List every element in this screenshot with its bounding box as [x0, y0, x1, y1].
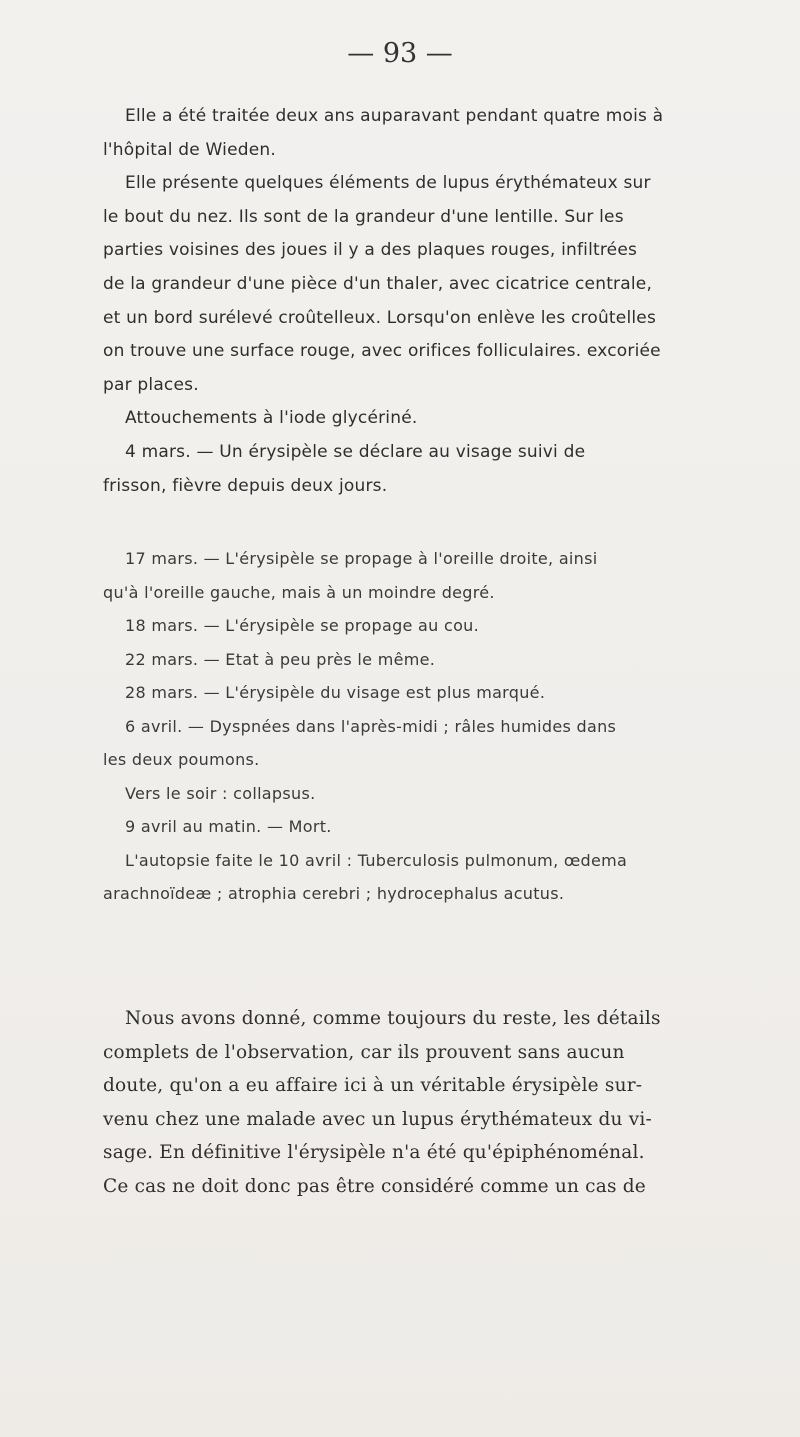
- case-chronology: [103, 542, 773, 911]
- text-line: Ce cas ne doit donc pas être considéré comme un cas de: [103, 1175, 646, 1197]
- text-line: les deux poumons.: [103, 750, 260, 769]
- text-line: 28 mars. — L'érysipèle du visage est plus marqué.: [125, 683, 546, 702]
- text-line: et un bord surélevé croûtelleux. Lorsqu'on enlève les croûtelles: [103, 307, 657, 328]
- text-line: doute, qu'on a eu affaire ici à un véritable érysipèle sur-: [103, 1075, 643, 1096]
- text-line: L'autopsie faite le 10 avril : Tuberculosis pulmonum, œdema: [125, 850, 628, 870]
- text-line: arachnoïdeæ ; atrophia cerebri ; hydrocephalus acutus.: [103, 884, 565, 903]
- text-line: l'hôpital de Wieden.: [103, 139, 276, 160]
- text-line: Nous avons donné, comme toujours du reste, les détails: [125, 1008, 661, 1029]
- text-line: frisson, fièvre depuis deux jours.: [103, 475, 388, 496]
- text-line: parties voisines des joues il y a des plaques rouges, infiltrées: [103, 240, 638, 261]
- text-line: 18 mars. — L'érysipèle se propage au cou.: [125, 616, 479, 635]
- text-line: 6 avril. — Dyspnées dans l'après-midi ; râles humides dans: [125, 716, 617, 736]
- case-description: [103, 100, 773, 503]
- text-line: Attouchements à l'iode glycériné.: [125, 408, 418, 429]
- page-number: — 93 —: [347, 38, 453, 69]
- text-line: 4 mars. — Un érysipèle se déclare au visage suivi de: [125, 441, 586, 462]
- text-line: 9 avril au matin. — Mort.: [125, 817, 332, 836]
- text-line: Elle présente quelques éléments de lupus érythémateux sur: [125, 173, 651, 194]
- text-line: Elle a été traitée deux ans auparavant pendant quatre mois à: [125, 106, 664, 126]
- text-line: Vers le soir : collapsus.: [125, 783, 316, 803]
- commentary-paragraph: [103, 1002, 783, 1203]
- text-line: 17 mars. — L'érysipèle se propage à l'oreille droite, ainsi: [125, 549, 598, 568]
- text-line: de la grandeur d'une pièce d'un thaler, avec cicatrice centrale,: [103, 273, 653, 294]
- text-line: complets de l'observation, car ils prouvent sans aucun: [103, 1041, 625, 1063]
- text-line: qu'à l'oreille gauche, mais à un moindre degré.: [103, 582, 495, 602]
- text-line: venu chez une malade avec un lupus érythémateux du vi-: [103, 1108, 652, 1130]
- text-line: 22 mars. — Etat à peu près le même.: [125, 649, 436, 669]
- text-line: le bout du nez. Ils sont de la grandeur d'une lentille. Sur les: [103, 206, 624, 227]
- text-line: on trouve une surface rouge, avec orifices folliculaires. excoriée: [103, 341, 661, 362]
- text-line: sage. En définitive l'érysipèle n'a été qu'épiphénoménal.: [103, 1142, 645, 1163]
- text-line: par places.: [103, 374, 199, 395]
